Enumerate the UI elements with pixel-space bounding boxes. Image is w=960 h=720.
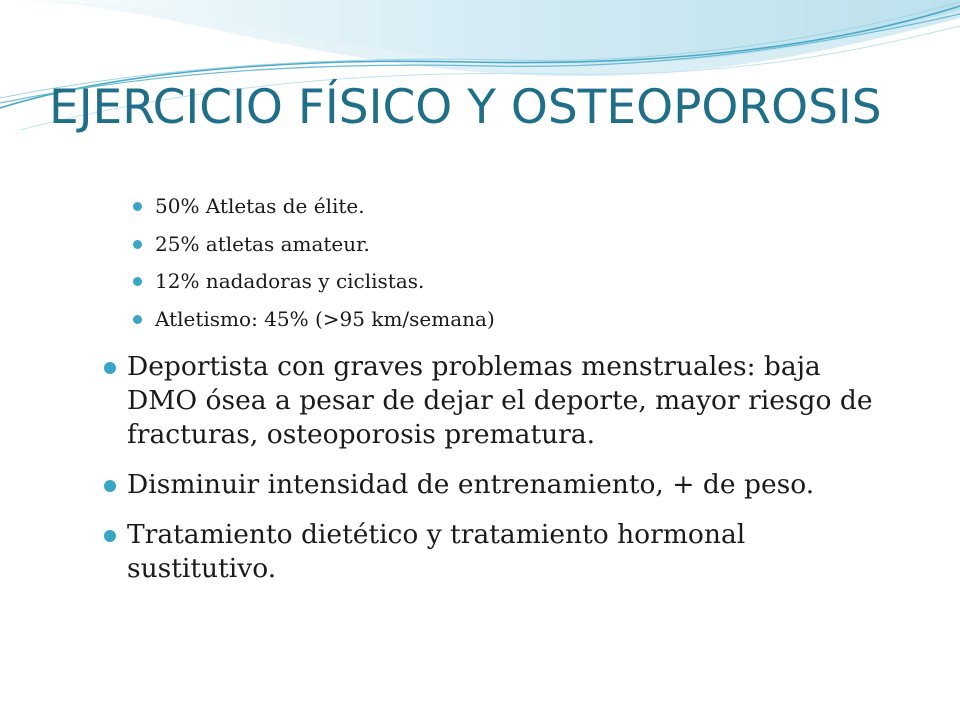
bullet-icon [133, 315, 142, 324]
main-bullet-text: Tratamiento dietético y tratamiento hormonal sustitutivo. [127, 519, 746, 584]
bullet-icon [133, 277, 142, 286]
bullet-icon [133, 240, 142, 249]
main-bullet-text: Deportista con graves problemas menstruales: baja DMO ósea a pesar de dejar el deporte, mayor riesgo de fracturas, osteoporosis prematura. [127, 351, 873, 450]
bullet-icon [104, 362, 116, 374]
sub-bullet-text: 50% Atletas de élite. [155, 194, 365, 218]
slide-title: EJERCICIO FÍSICO Y OSTEOPOROSIS [49, 80, 882, 135]
sub-bullet-text: Atletismo: 45% (>95 km/semana) [155, 306, 495, 331]
bullet-icon [104, 530, 116, 542]
sub-bullet-text: 12% nadadoras y ciclistas. [155, 269, 425, 293]
bullet-icon [104, 480, 116, 492]
main-bullet-text: Disminuir intensidad de entrenamiento, + de peso. [127, 469, 815, 500]
list-item [133, 230, 893, 268]
sub-bullet-text: 25% atletas amateur. [155, 231, 370, 256]
sub-bullet-list [133, 192, 893, 342]
main-bullet-list [102, 350, 882, 602]
list-item [102, 468, 882, 502]
list-item [102, 518, 882, 586]
list-item [133, 192, 893, 230]
list-item [102, 350, 882, 452]
list-item [133, 305, 893, 343]
bullet-icon [133, 202, 142, 211]
list-item [133, 267, 893, 305]
